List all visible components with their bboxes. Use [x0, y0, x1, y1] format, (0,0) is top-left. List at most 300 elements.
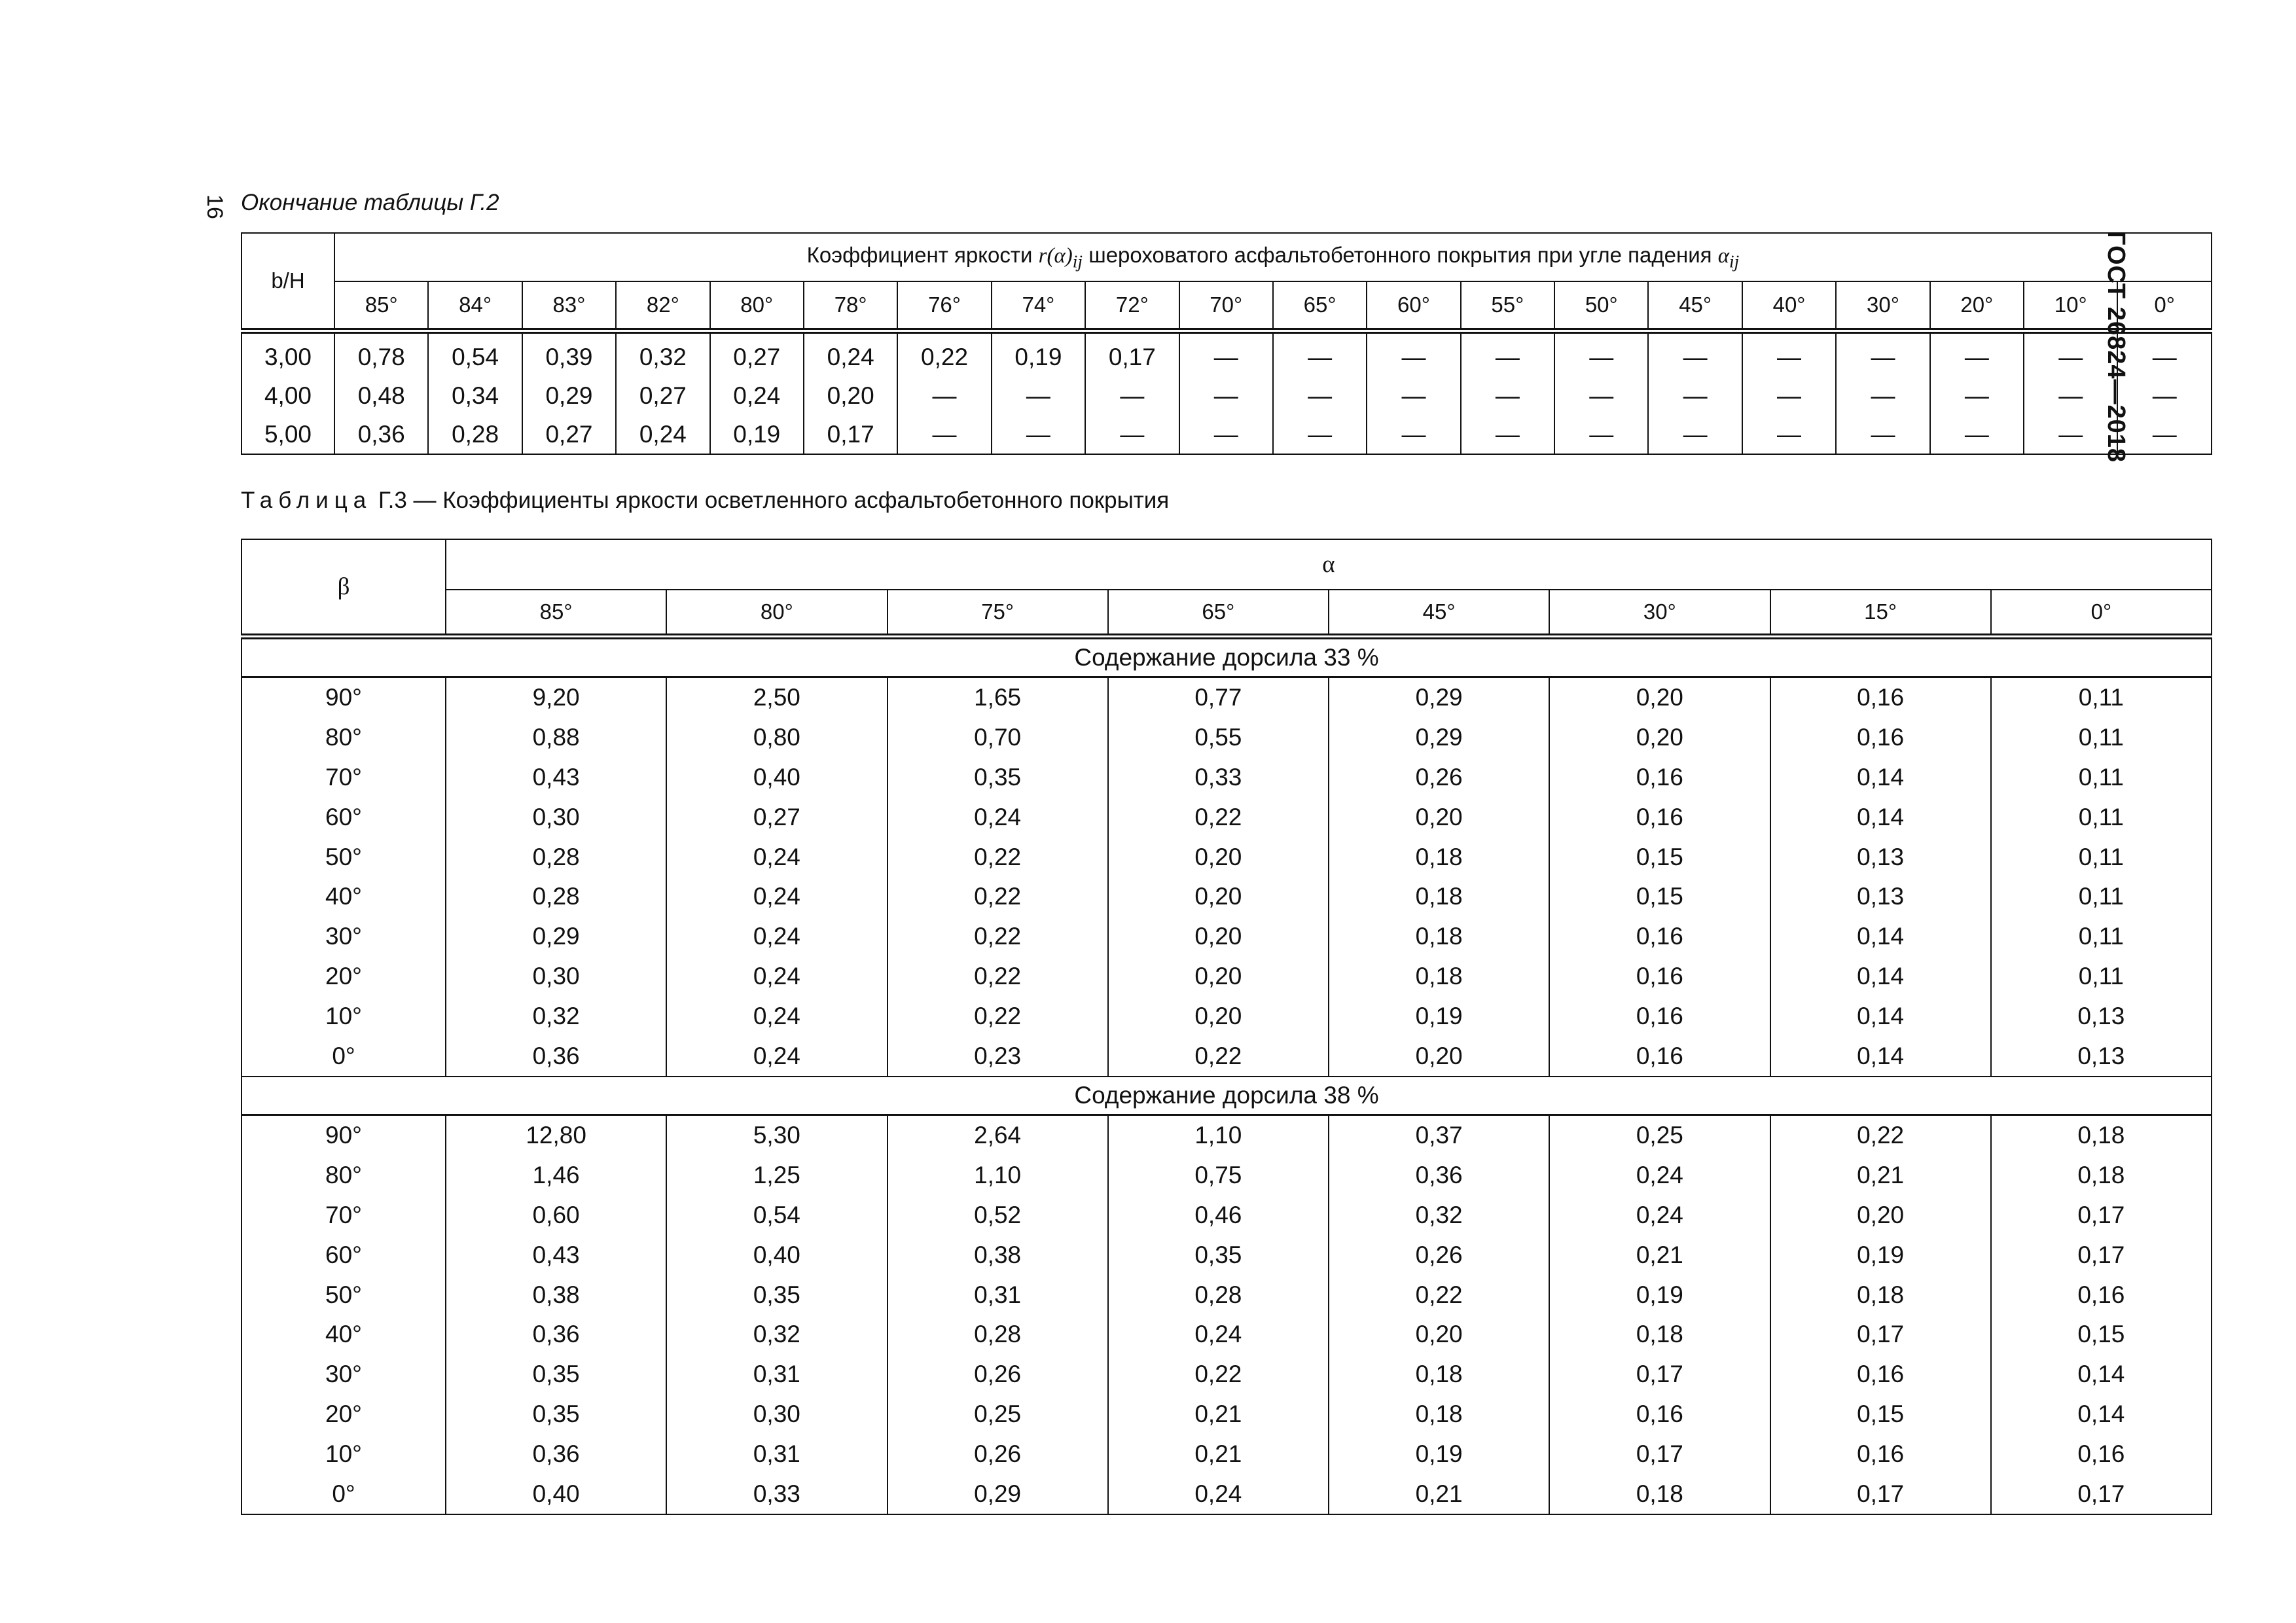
coefficient-cell: — — [1742, 331, 1836, 377]
table-g3-caption — [241, 484, 1169, 517]
coefficient-cell: 0,16 — [1549, 996, 1770, 1036]
coefficient-cell: 0,29 — [1329, 718, 1549, 758]
coefficient-cell: 0,15 — [1549, 877, 1770, 917]
coefficient-cell: 0,24 — [804, 331, 897, 377]
coefficient-cell: 0,17 — [1549, 1355, 1770, 1395]
coefficient-cell: 0,17 — [1770, 1315, 1991, 1355]
coefficient-cell: 0,18 — [1329, 957, 1549, 997]
coefficient-cell: 0,21 — [1108, 1395, 1329, 1435]
angle-header: 72° — [1085, 281, 1179, 331]
beta-value: 40° — [242, 1315, 446, 1355]
coefficient-cell: 0,27 — [710, 331, 804, 377]
coefficient-cell: 0,26 — [888, 1434, 1108, 1474]
angle-header: 30° — [1836, 281, 1929, 331]
coefficient-cell: 0,39 — [522, 331, 616, 377]
coefficient-cell: 0,26 — [888, 1355, 1108, 1395]
table-row — [242, 1474, 2212, 1514]
beta-value: 60° — [242, 797, 446, 837]
coefficient-cell: 0,26 — [1329, 1235, 1549, 1275]
coefficient-cell: — — [1273, 331, 1367, 377]
coefficient-cell: — — [1554, 415, 1648, 454]
beta-value: 50° — [242, 1275, 446, 1315]
coefficient-cell: — — [1554, 376, 1648, 415]
coefficient-cell: — — [1273, 376, 1367, 415]
r-alpha-subscript: ij — [1072, 251, 1083, 272]
coefficient-cell: 0,35 — [446, 1395, 666, 1435]
coefficient-cell: — — [1367, 331, 1460, 377]
beta-value: 70° — [242, 1196, 446, 1236]
coefficient-cell: 0,29 — [522, 376, 616, 415]
coefficient-cell: 0,28 — [428, 415, 522, 454]
coefficient-cell: 0,24 — [1108, 1474, 1329, 1514]
coefficient-cell: — — [1836, 415, 1929, 454]
coefficient-cell: 0,14 — [1770, 917, 1991, 957]
coefficient-cell: 0,19 — [1329, 996, 1549, 1036]
coefficient-cell: 0,18 — [1329, 917, 1549, 957]
coefficient-cell: 0,20 — [1549, 677, 1770, 718]
coefficient-cell: — — [1367, 376, 1460, 415]
coefficient-cell: 0,22 — [888, 957, 1108, 997]
table-row — [242, 758, 2212, 798]
angle-header: 45° — [1329, 590, 1549, 637]
coefficient-cell: 1,10 — [888, 1156, 1108, 1196]
coefficient-cell: 0,32 — [666, 1315, 887, 1355]
coefficient-cell: 0,55 — [1108, 718, 1329, 758]
angle-header: 20° — [1930, 281, 2024, 331]
coefficient-cell: — — [1461, 415, 1554, 454]
coefficient-cell: 0,20 — [1108, 957, 1329, 997]
coefficient-cell: 0,24 — [666, 837, 887, 877]
coefficient-cell: 0,30 — [666, 1395, 887, 1435]
page-number: 16 — [202, 194, 227, 219]
beta-value: 20° — [242, 1395, 446, 1435]
alpha-header: α — [446, 539, 2212, 590]
angle-header: 80° — [710, 281, 804, 331]
coefficient-cell: 0,25 — [1549, 1115, 1770, 1155]
coefficient-cell: — — [1742, 415, 1836, 454]
angle-header: 55° — [1461, 281, 1554, 331]
coefficient-cell: 0,26 — [1329, 758, 1549, 798]
coefficient-cell: — — [897, 415, 991, 454]
coefficient-cell: 0,11 — [1991, 758, 2212, 798]
table-row — [242, 1434, 2212, 1474]
coefficient-cell: 0,15 — [1991, 1315, 2212, 1355]
table-row — [242, 1355, 2212, 1395]
table-row — [242, 877, 2212, 917]
coefficient-cell: 0,29 — [888, 1474, 1108, 1514]
coefficient-cell: 0,35 — [446, 1355, 666, 1395]
coefficient-cell: 0,22 — [897, 331, 991, 377]
coefficient-cell: — — [1930, 331, 2024, 377]
beta-value: 20° — [242, 957, 446, 997]
beta-value: 30° — [242, 917, 446, 957]
coefficient-cell: 0,22 — [1108, 1036, 1329, 1077]
table-row — [242, 677, 2212, 718]
coefficient-cell: 0,24 — [666, 1036, 887, 1077]
coefficient-cell: 9,20 — [446, 677, 666, 718]
coefficient-cell: 0,17 — [1549, 1434, 1770, 1474]
coefficient-cell: 0,21 — [1329, 1474, 1549, 1514]
coefficient-cell: 0,21 — [1770, 1156, 1991, 1196]
beta-value: 90° — [242, 677, 446, 718]
coefficient-cell: 0,15 — [1770, 1395, 1991, 1435]
coefficient-cell: 0,22 — [1770, 1115, 1991, 1155]
coefficient-cell: 0,34 — [428, 376, 522, 415]
table-row — [242, 1395, 2212, 1435]
beta-value: 0° — [242, 1474, 446, 1514]
coefficient-cell: 0,28 — [1108, 1275, 1329, 1315]
coefficient-cell: 0,24 — [888, 797, 1108, 837]
coefficient-cell: 0,24 — [1549, 1156, 1770, 1196]
angle-header: 85° — [446, 590, 666, 637]
angle-header: 40° — [1742, 281, 1836, 331]
beta-header: β — [242, 539, 446, 637]
coefficient-cell: 0,40 — [666, 1235, 887, 1275]
coefficient-cell: 0,16 — [1549, 957, 1770, 997]
coefficient-cell: 1,65 — [888, 677, 1108, 718]
coefficient-cell: — — [2117, 331, 2212, 377]
bh-value: 4,00 — [242, 376, 334, 415]
coefficient-cell: 0,28 — [446, 877, 666, 917]
table-row — [242, 331, 2212, 377]
coefficient-cell: 0,77 — [1108, 677, 1329, 718]
angle-header: 30° — [1549, 590, 1770, 637]
coefficient-cell: 0,30 — [446, 957, 666, 997]
table-row — [242, 1315, 2212, 1355]
coefficient-cell: 0,35 — [666, 1275, 887, 1315]
beta-value: 10° — [242, 1434, 446, 1474]
coefficient-cell: — — [1836, 331, 1929, 377]
coefficient-cell: — — [2024, 415, 2117, 454]
coefficient-cell: 0,33 — [666, 1474, 887, 1514]
coefficient-cell: 0,15 — [1549, 837, 1770, 877]
coefficient-cell: 0,11 — [1991, 917, 2212, 957]
coefficient-cell: 0,28 — [446, 837, 666, 877]
coefficient-cell: 0,14 — [1770, 758, 1991, 798]
coefficient-cell: 0,22 — [1108, 1355, 1329, 1395]
table-row — [242, 1115, 2212, 1155]
coefficient-cell: 0,78 — [334, 331, 428, 377]
coefficient-cell: 0,31 — [666, 1355, 887, 1395]
caption-text: Г.3 — Коэффициенты яркости осветленного асфальтобетонного покрытия — [372, 488, 1170, 513]
coefficient-cell: 0,27 — [666, 797, 887, 837]
coefficient-cell: 0,11 — [1991, 837, 2212, 877]
coefficient-cell: 0,19 — [710, 415, 804, 454]
coefficient-cell: 0,36 — [446, 1315, 666, 1355]
table-row — [242, 996, 2212, 1036]
coefficient-cell: 0,17 — [1991, 1235, 2212, 1275]
beta-value: 50° — [242, 837, 446, 877]
coefficient-cell: 0,11 — [1991, 957, 2212, 997]
coefficient-cell: 0,20 — [1329, 1036, 1549, 1077]
table-row — [242, 1275, 2212, 1315]
coefficient-cell: 0,16 — [1549, 1036, 1770, 1077]
coefficient-cell: — — [1179, 415, 1273, 454]
coefficient-cell: 0,24 — [666, 917, 887, 957]
coefficient-cell: 0,14 — [1770, 957, 1991, 997]
coefficient-cell: 0,17 — [1991, 1196, 2212, 1236]
coefficient-cell: — — [1930, 415, 2024, 454]
table-g3 — [241, 539, 2212, 1515]
coefficient-cell: 0,24 — [666, 996, 887, 1036]
coefficient-cell: 0,27 — [616, 376, 709, 415]
coefficient-cell: 0,30 — [446, 797, 666, 837]
beta-value: 90° — [242, 1115, 446, 1155]
coefficient-cell: 0,11 — [1991, 718, 2212, 758]
coefficient-cell: 12,80 — [446, 1115, 666, 1155]
coefficient-cell: 0,43 — [446, 1235, 666, 1275]
coefficient-cell: 0,18 — [1329, 1355, 1549, 1395]
angle-header: 80° — [666, 590, 887, 637]
coefficient-cell: 0,17 — [1770, 1474, 1991, 1514]
beta-value: 60° — [242, 1235, 446, 1275]
coefficient-cell: 0,17 — [1991, 1474, 2212, 1514]
coefficient-cell: 0,40 — [446, 1474, 666, 1514]
r-alpha-symbol: r(α) — [1038, 243, 1073, 268]
coefficient-cell: 0,36 — [1329, 1156, 1549, 1196]
angle-header: 65° — [1273, 281, 1367, 331]
coefficient-cell: 2,64 — [888, 1115, 1108, 1155]
group-title: Содержание дорсила 38 % — [242, 1077, 2212, 1115]
coefficient-cell: — — [1648, 331, 1742, 377]
coefficient-cell: 0,18 — [1329, 877, 1549, 917]
coefficient-cell: 0,27 — [522, 415, 616, 454]
angle-header: 0° — [1991, 590, 2212, 637]
coefficient-cell: 0,20 — [1329, 1315, 1549, 1355]
coefficient-cell: 0,24 — [666, 877, 887, 917]
coefficient-cell: 0,19 — [1770, 1235, 1991, 1275]
coefficient-cell: 0,32 — [1329, 1196, 1549, 1236]
coefficient-cell: 0,11 — [1991, 877, 2212, 917]
table-row — [242, 957, 2212, 997]
coefficient-cell: 0,22 — [1329, 1275, 1549, 1315]
group-row — [242, 1077, 2212, 1115]
coefficient-cell: 0,20 — [1329, 797, 1549, 837]
coefficient-cell: 0,11 — [1991, 677, 2212, 718]
coefficient-cell: — — [1085, 415, 1179, 454]
coefficient-cell: 0,36 — [446, 1434, 666, 1474]
header-middle: шероховатого асфальтобетонного покрытия при угле падения — [1083, 242, 1718, 267]
coefficient-cell: 0,33 — [1108, 758, 1329, 798]
coefficient-cell: 0,40 — [666, 758, 887, 798]
angle-header: 15° — [1770, 590, 1991, 637]
beta-value: 70° — [242, 758, 446, 798]
header-prefix: Коэффициент яркости — [806, 242, 1039, 267]
coefficient-cell: 0,13 — [1770, 877, 1991, 917]
beta-value: 0° — [242, 1036, 446, 1077]
coefficient-cell: 0,13 — [1991, 996, 2212, 1036]
angle-header: 76° — [897, 281, 991, 331]
coefficient-cell: 0,54 — [666, 1196, 887, 1236]
angle-header: 65° — [1108, 590, 1329, 637]
coefficient-cell: 0,35 — [888, 758, 1108, 798]
coefficient-cell: 0,70 — [888, 718, 1108, 758]
table-row — [242, 917, 2212, 957]
table-row — [242, 1156, 2212, 1196]
coefficient-cell: 0,37 — [1329, 1115, 1549, 1155]
coefficient-cell: 0,16 — [1991, 1434, 2212, 1474]
coefficient-cell: 0,43 — [446, 758, 666, 798]
coefficient-cell: — — [2024, 331, 2117, 377]
coefficient-cell: 0,23 — [888, 1036, 1108, 1077]
coefficient-cell: 0,19 — [1329, 1434, 1549, 1474]
coefficient-cell: 0,46 — [1108, 1196, 1329, 1236]
table-row — [242, 1196, 2212, 1236]
coefficient-cell: 1,10 — [1108, 1115, 1329, 1155]
coefficient-cell: 0,20 — [1108, 996, 1329, 1036]
coefficient-cell: 0,52 — [888, 1196, 1108, 1236]
beta-value: 10° — [242, 996, 446, 1036]
bh-value: 5,00 — [242, 415, 334, 454]
angle-header: 10° — [2024, 281, 2117, 331]
beta-value: 80° — [242, 718, 446, 758]
coefficient-cell: 0,20 — [1108, 917, 1329, 957]
coefficient-cell: 0,16 — [1549, 917, 1770, 957]
alpha-symbol: α — [1717, 243, 1730, 268]
coefficient-cell: — — [897, 376, 991, 415]
table-g2 — [241, 232, 2212, 455]
coefficient-cell: — — [1461, 376, 1554, 415]
coefficient-cell: 0,21 — [1549, 1235, 1770, 1275]
coefficient-cell: 0,38 — [446, 1275, 666, 1315]
coefficient-cell: 0,54 — [428, 331, 522, 377]
coefficient-cell: 0,31 — [888, 1275, 1108, 1315]
table-row — [242, 718, 2212, 758]
coefficient-cell: 0,19 — [1549, 1275, 1770, 1315]
coefficient-cell: — — [1179, 376, 1273, 415]
coefficient-cell: 0,17 — [804, 415, 897, 454]
coefficient-cell: 0,36 — [446, 1036, 666, 1077]
coefficient-cell: — — [1554, 331, 1648, 377]
group-row — [242, 637, 2212, 677]
angle-header: 70° — [1179, 281, 1273, 331]
coefficient-cell: 0,20 — [1108, 837, 1329, 877]
coefficient-cell: 0,16 — [1549, 1395, 1770, 1435]
angle-header: 45° — [1648, 281, 1742, 331]
coefficient-cell: — — [1367, 415, 1460, 454]
bh-header: b/H — [242, 233, 334, 331]
coefficient-cell: — — [1742, 376, 1836, 415]
beta-value: 40° — [242, 877, 446, 917]
beta-value: 80° — [242, 1156, 446, 1196]
coefficient-cell: 0,60 — [446, 1196, 666, 1236]
angle-header: 84° — [428, 281, 522, 331]
coefficient-cell: 0,20 — [1549, 718, 1770, 758]
coefficient-cell: 0,18 — [1329, 1395, 1549, 1435]
coefficient-cell: — — [992, 415, 1085, 454]
coefficient-cell: 0,24 — [666, 957, 887, 997]
coefficient-cell: — — [992, 376, 1085, 415]
coefficient-cell: 0,14 — [1770, 1036, 1991, 1077]
coefficient-cell: 0,16 — [1770, 718, 1991, 758]
coefficient-cell: 0,18 — [1991, 1156, 2212, 1196]
coefficient-cell: — — [1461, 331, 1554, 377]
coefficient-cell: 1,46 — [446, 1156, 666, 1196]
coefficient-cell: 0,29 — [1329, 677, 1549, 718]
coefficient-cell: 0,20 — [1770, 1196, 1991, 1236]
coefficient-cell: 0,16 — [1770, 1355, 1991, 1395]
coefficient-cell: 0,75 — [1108, 1156, 1329, 1196]
coefficient-cell: — — [1930, 376, 2024, 415]
coefficient-cell: 0,32 — [446, 996, 666, 1036]
caption-label: Таблица — [241, 488, 372, 513]
coefficient-cell: 0,18 — [1770, 1275, 1991, 1315]
table-row — [242, 1036, 2212, 1077]
angle-header: 74° — [992, 281, 1085, 331]
coefficient-cell: 0,25 — [888, 1395, 1108, 1435]
coefficient-cell: 0,22 — [1108, 797, 1329, 837]
document-code: ГОСТ 26824—2018 — [2102, 230, 2130, 463]
coefficient-cell: 0,31 — [666, 1434, 887, 1474]
coefficient-cell: 1,25 — [666, 1156, 887, 1196]
coefficient-cell: 0,14 — [1770, 996, 1991, 1036]
coefficient-cell: 0,14 — [1991, 1355, 2212, 1395]
coefficient-cell: 0,18 — [1549, 1315, 1770, 1355]
coefficient-cell: 0,18 — [1549, 1474, 1770, 1514]
coefficient-cell: 0,24 — [616, 415, 709, 454]
coefficient-cell: 0,14 — [1991, 1395, 2212, 1435]
group-title: Содержание дорсила 33 % — [242, 637, 2212, 677]
coefficient-cell: 0,16 — [1770, 1434, 1991, 1474]
table-row — [242, 837, 2212, 877]
table-row — [242, 797, 2212, 837]
table-g2-continuation-title: Окончание таблицы Г.2 — [241, 190, 499, 215]
angle-header: 50° — [1554, 281, 1648, 331]
coefficient-cell: 0,14 — [1770, 797, 1991, 837]
beta-value: 30° — [242, 1355, 446, 1395]
coefficient-cell: — — [2024, 376, 2117, 415]
coefficient-cell: 0,16 — [1991, 1275, 2212, 1315]
coefficient-cell: 0,16 — [1770, 677, 1991, 718]
table-row — [242, 1235, 2212, 1275]
alpha-subscript: ij — [1729, 251, 1740, 272]
coefficient-cell: — — [1179, 331, 1273, 377]
coefficient-cell: 0,20 — [804, 376, 897, 415]
coefficient-cell: 0,24 — [1108, 1315, 1329, 1355]
coefficient-cell: 0,22 — [888, 877, 1108, 917]
coefficient-cell: — — [2117, 376, 2212, 415]
coefficient-cell: 0,88 — [446, 718, 666, 758]
angle-header: 83° — [522, 281, 616, 331]
coefficient-cell: — — [1648, 415, 1742, 454]
coefficient-cell: 0,22 — [888, 996, 1108, 1036]
coefficient-cell: 0,48 — [334, 376, 428, 415]
coefficient-cell: 0,35 — [1108, 1235, 1329, 1275]
table-row — [242, 376, 2212, 415]
table-row — [242, 415, 2212, 454]
coefficient-cell: 0,24 — [1549, 1196, 1770, 1236]
angle-header: 82° — [616, 281, 709, 331]
angle-header: 60° — [1367, 281, 1460, 331]
coefficient-cell: 0,11 — [1991, 797, 2212, 837]
coefficient-cell: 2,50 — [666, 677, 887, 718]
coefficient-cell: 0,18 — [1991, 1115, 2212, 1155]
coefficient-cell: — — [1085, 376, 1179, 415]
coefficient-cell: 0,80 — [666, 718, 887, 758]
coefficient-cell: 0,32 — [616, 331, 709, 377]
coefficient-cell: 5,30 — [666, 1115, 887, 1155]
coefficient-cell: 0,16 — [1549, 758, 1770, 798]
coefficient-cell: — — [2117, 415, 2212, 454]
angle-header: 85° — [334, 281, 428, 331]
coefficient-cell: — — [1273, 415, 1367, 454]
coefficient-cell: 0,22 — [888, 837, 1108, 877]
coefficient-cell: 0,13 — [1991, 1036, 2212, 1077]
coefficient-cell: 0,38 — [888, 1235, 1108, 1275]
coefficient-cell: 0,21 — [1108, 1434, 1329, 1474]
coefficient-cell: 0,17 — [1085, 331, 1179, 377]
brightness-coefficient-header — [334, 233, 2212, 281]
